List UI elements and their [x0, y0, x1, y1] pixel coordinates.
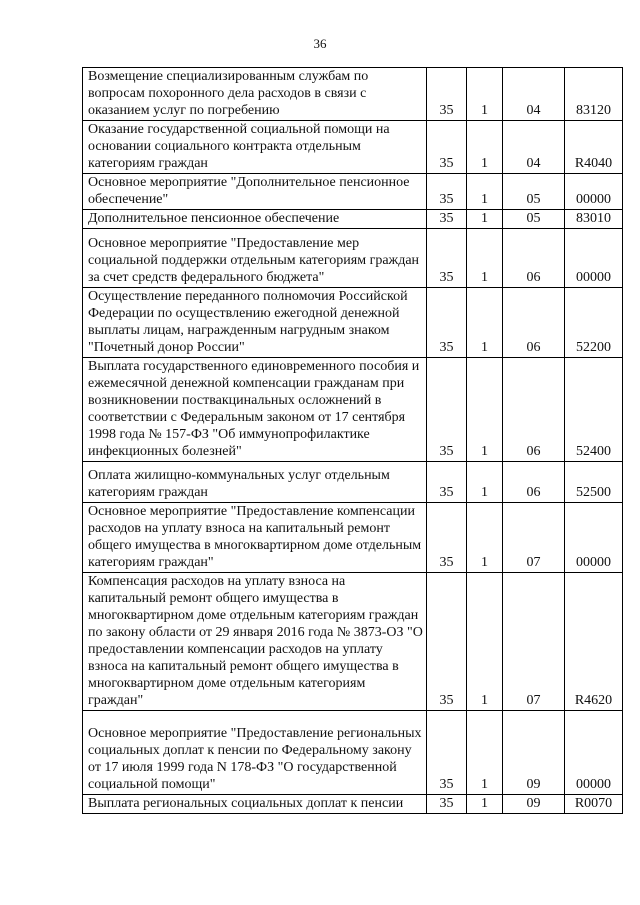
row-name: Оказание государственной социальной помощи на основании социального контракта отдельным категориям граждан [83, 121, 427, 174]
row-code-1: 35 [427, 573, 467, 711]
row-code-1: 35 [427, 503, 467, 573]
table-row [83, 358, 623, 462]
table-row [83, 210, 623, 229]
row-name: Дополнительное пенсионное обеспечение [83, 210, 427, 229]
row-code-2: 1 [467, 503, 503, 573]
row-name: Возмещение специализированным службам по вопросам похоронного дела расходов в связи с оказанием услуг по погребению [83, 68, 427, 121]
row-code-4: 00000 [565, 174, 623, 210]
row-code-1: 35 [427, 358, 467, 462]
row-code-3: 06 [503, 288, 565, 358]
row-code-2: 1 [467, 121, 503, 174]
row-code-3: 04 [503, 68, 565, 121]
row-code-4: 83010 [565, 210, 623, 229]
row-code-1: 35 [427, 795, 467, 814]
table-row [83, 795, 623, 814]
row-code-3: 05 [503, 174, 565, 210]
row-code-3: 06 [503, 462, 565, 503]
row-code-2: 1 [467, 210, 503, 229]
row-name: Выплата государственного единовременного пособия и ежемесячной денежной компенсации гражданам при возникновении поствакцинальных осложнений в соответствии с Федеральным законом от 17 сентября 1998 года № 157-ФЗ "Об иммунопрофилактике инфекционных болезней" [83, 358, 427, 462]
row-code-2: 1 [467, 462, 503, 503]
row-name: Компенсация расходов на уплату взноса на капитальный ремонт общего имущества в многоквартирном доме отдельным категориям граждан по закону области от 29 января 2016 года № 3873-ОЗ "О предоставлении компенсации расходов на уплату взноса на капитальный ремонт общего имущества в многоквартирном доме отдельным категориям граждан" [83, 573, 427, 711]
row-code-1: 35 [427, 229, 467, 288]
page-number: 36 [313, 36, 327, 51]
table-row [83, 711, 623, 795]
table-row [83, 229, 623, 288]
row-code-3: 07 [503, 503, 565, 573]
row-code-3: 04 [503, 121, 565, 174]
budget-table [82, 67, 623, 814]
table-row [83, 288, 623, 358]
row-code-1: 35 [427, 210, 467, 229]
row-code-4: R0070 [565, 795, 623, 814]
row-name: Осуществление переданного полномочия Российской Федерации по осуществлению ежегодной денежной выплаты лицам, награжденным нагрудным знаком "Почетный донор России" [83, 288, 427, 358]
row-name: Оплата жилищно-коммунальных услуг отдельным категориям граждан [83, 462, 427, 503]
row-code-2: 1 [467, 288, 503, 358]
row-code-2: 1 [467, 573, 503, 711]
row-code-3: 09 [503, 711, 565, 795]
row-code-4: 00000 [565, 711, 623, 795]
row-name: Основное мероприятие "Дополнительное пенсионное обеспечение" [83, 174, 427, 210]
row-code-4: 00000 [565, 503, 623, 573]
row-code-3: 06 [503, 358, 565, 462]
row-name: Основное мероприятие "Предоставление компенсации расходов на уплату взноса на капитальный ремонт общего имущества в многоквартирном доме отдельным категориям граждан" [83, 503, 427, 573]
row-code-4: 52200 [565, 288, 623, 358]
row-code-3: 05 [503, 210, 565, 229]
row-code-2: 1 [467, 68, 503, 121]
row-code-2: 1 [467, 358, 503, 462]
row-code-2: 1 [467, 229, 503, 288]
table-row [83, 573, 623, 711]
row-code-4: 52500 [565, 462, 623, 503]
table-row [83, 174, 623, 210]
table-row [83, 68, 623, 121]
row-code-1: 35 [427, 288, 467, 358]
table-row [83, 121, 623, 174]
row-code-4: 00000 [565, 229, 623, 288]
row-code-4: 83120 [565, 68, 623, 121]
row-code-4: R4040 [565, 121, 623, 174]
row-code-3: 07 [503, 573, 565, 711]
row-code-2: 1 [467, 711, 503, 795]
row-code-3: 06 [503, 229, 565, 288]
row-code-3: 09 [503, 795, 565, 814]
row-code-1: 35 [427, 121, 467, 174]
row-code-2: 1 [467, 174, 503, 210]
row-code-1: 35 [427, 462, 467, 503]
row-code-4: R4620 [565, 573, 623, 711]
row-name: Основное мероприятие "Предоставление мер социальной поддержки отдельным категориям граждан за счет средств федерального бюджета" [83, 229, 427, 288]
row-name: Выплата региональных социальных доплат к пенсии [83, 795, 427, 814]
row-code-2: 1 [467, 795, 503, 814]
row-code-1: 35 [427, 711, 467, 795]
table-row [83, 503, 623, 573]
row-code-4: 52400 [565, 358, 623, 462]
row-name: Основное мероприятие "Предоставление региональных социальных доплат к пенсии по Федеральному закону от 17 июля 1999 года N 178-ФЗ "О государственной социальной помощи" [83, 711, 427, 795]
table-row [83, 462, 623, 503]
row-code-1: 35 [427, 174, 467, 210]
row-code-1: 35 [427, 68, 467, 121]
